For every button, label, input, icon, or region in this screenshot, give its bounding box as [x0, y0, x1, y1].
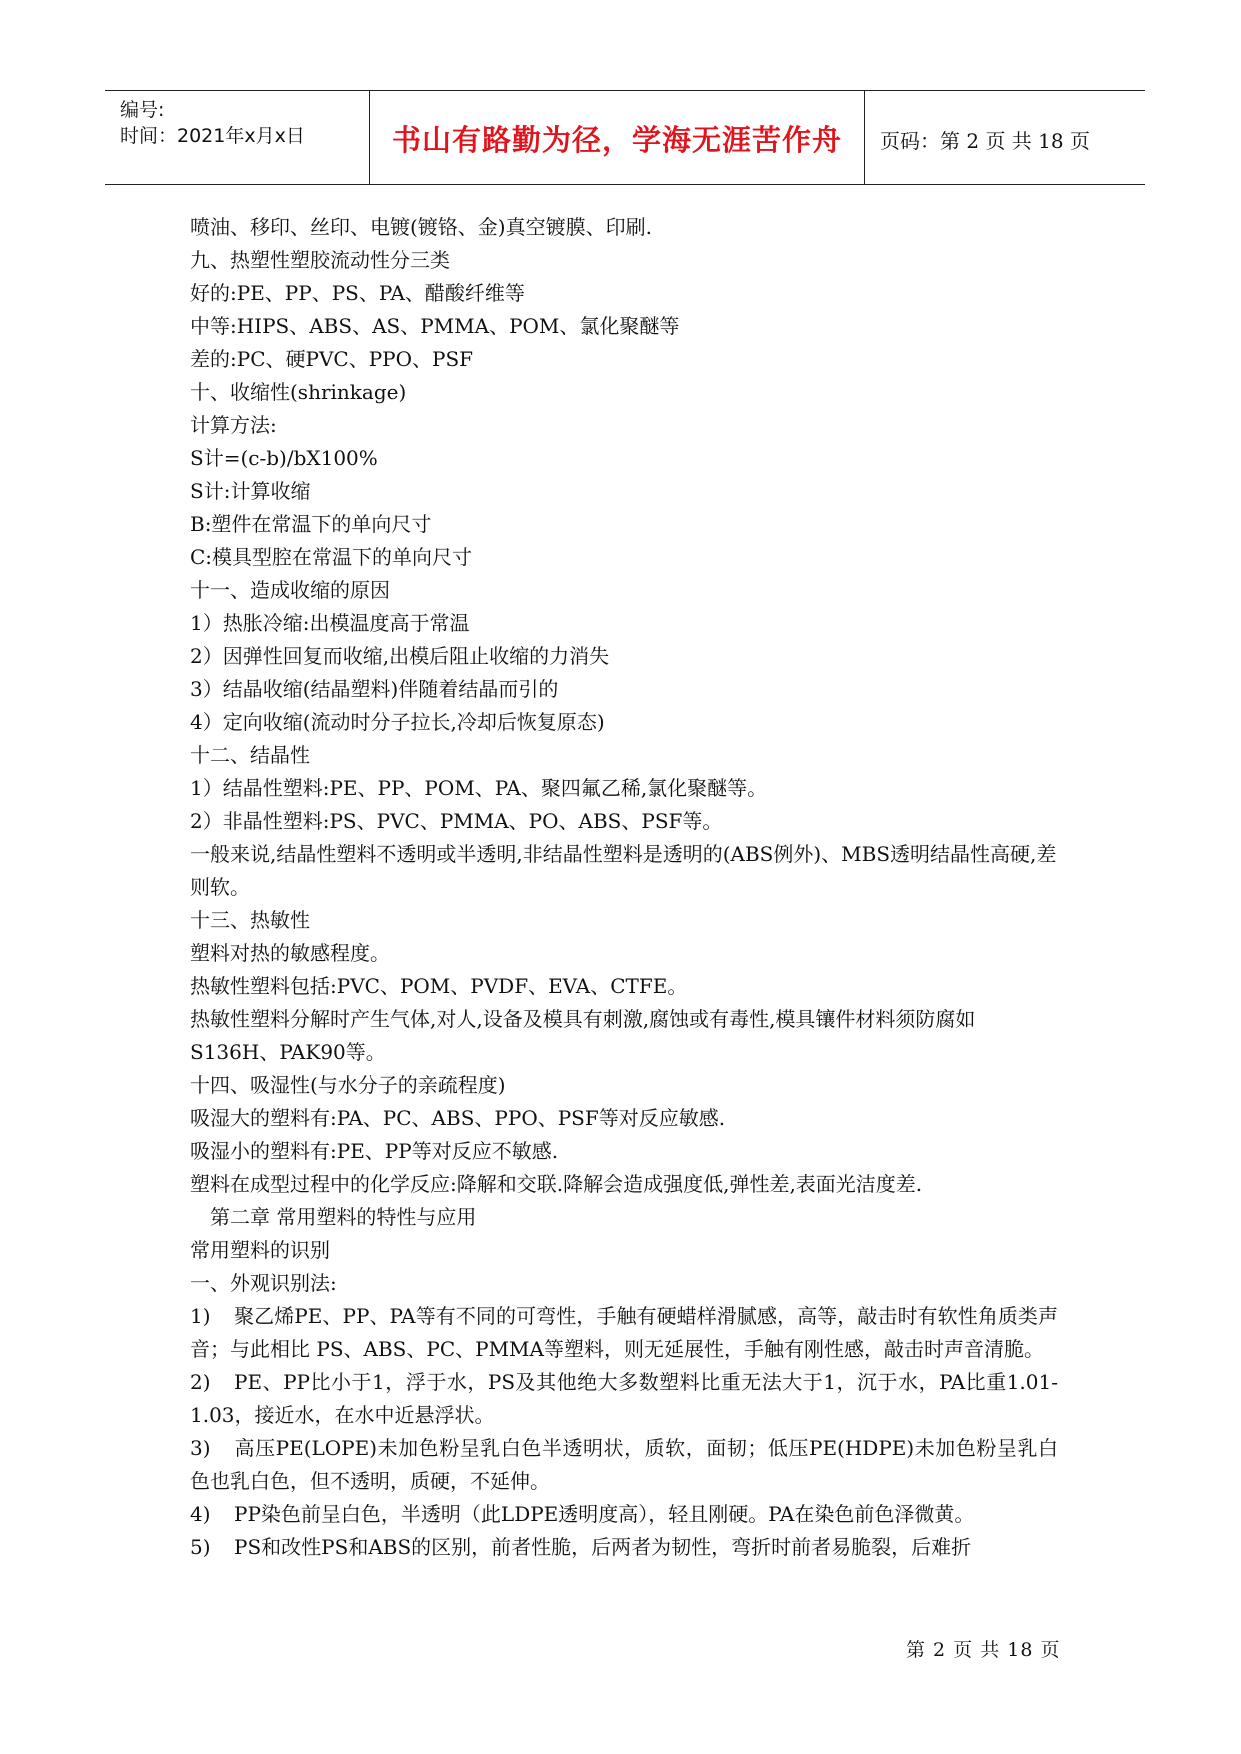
- section-heading: 十四、吸湿性(与水分子的亲疏程度): [190, 1073, 506, 1097]
- text-line: 喷油、移印、丝印、电镀(镀铬、金)真空镀膜、印刷.: [190, 215, 652, 239]
- item-number: 1): [190, 1304, 211, 1328]
- text-line: S计:计算收缩: [190, 479, 311, 503]
- header-page-number: 页码：第 2 页 共 18 页: [880, 129, 1090, 153]
- document-time-label: 时间：2021年x月x日: [120, 125, 305, 147]
- list-item: 3）结晶收缩(结晶塑料)伴随着结晶而引的: [190, 677, 559, 701]
- item-number: 2): [190, 1370, 211, 1394]
- item-text: PS和改性PS和ABS的区别，前者性脆，后两者为韧性，弯折时前者易脆裂，后难折: [234, 1535, 972, 1559]
- page-footer: 第 2 页 共 18 页: [906, 1639, 1061, 1661]
- numbered-item: [190, 1432, 1058, 1498]
- numbered-item: [190, 1531, 1058, 1564]
- text-line: 好的:PE、PP、PS、PA、醋酸纤维等: [190, 281, 525, 305]
- section-heading: 一、外观识别法:: [190, 1271, 337, 1295]
- page-header: [105, 90, 1145, 185]
- section-heading: 十二、结晶性: [190, 743, 310, 767]
- formula-line: S计=(c-b)/bX100%: [190, 446, 378, 470]
- list-item: 1）热胀冷缩:出模温度高于常温: [190, 611, 470, 635]
- list-item: 2）因弹性回复而收缩,出模后阻止收缩的力消失: [190, 644, 610, 668]
- paragraph: 一般来说,结晶性塑料不透明或半透明,非结晶性塑料是透明的(ABS例外)、MBS透明结晶性高硬,差则软。: [190, 842, 1057, 899]
- header-middle-cell: [369, 91, 865, 184]
- text-line: 中等:HIPS、ABS、AS、PMMA、POM、氯化聚醚等: [190, 314, 680, 338]
- text-line: B:塑件在常温下的单向尺寸: [190, 512, 432, 536]
- header-left-cell: [105, 91, 369, 184]
- text-line: 热敏性塑料包括:PVC、POM、PVDF、EVA、CTFE。: [190, 974, 688, 998]
- text-line: 吸湿大的塑料有:PA、PC、ABS、PPO、PSF等对反应敏感.: [190, 1106, 726, 1130]
- text-line: 塑料在成型过程中的化学反应:降解和交联.降解会造成强度低,弹性差,表面光洁度差.: [190, 1172, 923, 1196]
- text-line: 差的:PC、硬PVC、PPO、PSF: [190, 347, 474, 371]
- item-text: 高压PE(LOPE)未加色粉呈乳白色半透明状，质软，面韧；低压PE(HDPE)未加色粉呈乳白色也乳白色，但不透明，质硬，不延伸。: [190, 1436, 1058, 1493]
- item-text: PE、PP比小于1，浮于水，PS及其他绝大多数塑料比重无法大于1，沉于水，PA比重1.01-1.03，接近水，在水中近悬浮状。: [190, 1370, 1058, 1427]
- document-number-label: 编号:: [120, 99, 165, 121]
- list-item: 1）结晶性塑料:PE、PP、POM、PA、聚四氟乙稀,氯化聚醚等。: [190, 776, 768, 800]
- item-text: PP染色前呈白色，半透明（此LDPE透明度高），轻且刚硬。PA在染色前色泽微黄。: [234, 1502, 975, 1526]
- text-line: 塑料对热的敏感程度。: [190, 941, 390, 965]
- header-right-cell: [865, 91, 1145, 184]
- text-line: C:模具型腔在常温下的单向尺寸: [190, 545, 473, 569]
- item-number: 5): [190, 1535, 211, 1559]
- section-heading: 十一、造成收缩的原因: [190, 578, 390, 602]
- item-text: 聚乙烯PE、PP、PA等有不同的可弯性，手触有硬蜡样滑腻感，高等，敲击时有软性角质类声音；与此相比 PS、ABS、PC、PMMA等塑料，则无延展性，手触有刚性感，敲击时声音清脆。: [190, 1304, 1058, 1361]
- text-line: 常用塑料的识别: [190, 1238, 330, 1262]
- text-line: 计算方法:: [190, 413, 277, 437]
- chapter-heading: 第二章 常用塑料的特性与应用: [210, 1205, 477, 1229]
- numbered-item: [190, 1498, 1058, 1531]
- numbered-item: [190, 1366, 1058, 1432]
- list-item: 4）定向收缩(流动时分子拉长,冷却后恢复原态): [190, 710, 605, 734]
- paragraph: 热敏性塑料分解时产生气体,对人,设备及模具有刺激,腐蚀或有毒性,模具镶件材料须防腐如S136H、PAK90等。: [190, 1007, 976, 1064]
- item-number: 4): [190, 1502, 211, 1526]
- item-number: 3): [190, 1436, 211, 1460]
- document-body: [190, 211, 1058, 1564]
- section-heading: 十、收缩性(shrinkage): [190, 380, 407, 404]
- numbered-item: [190, 1300, 1058, 1366]
- list-item: 2）非晶性塑料:PS、PVC、PMMA、PO、ABS、PSF等。: [190, 809, 723, 833]
- header-motto: 书山有路勤为径，学海无涯苦作舟: [391, 123, 842, 157]
- text-line: 吸湿小的塑料有:PE、PP等对反应不敏感.: [190, 1139, 559, 1163]
- section-heading: 十三、热敏性: [190, 908, 310, 932]
- section-heading: 九、热塑性塑胶流动性分三类: [190, 248, 450, 272]
